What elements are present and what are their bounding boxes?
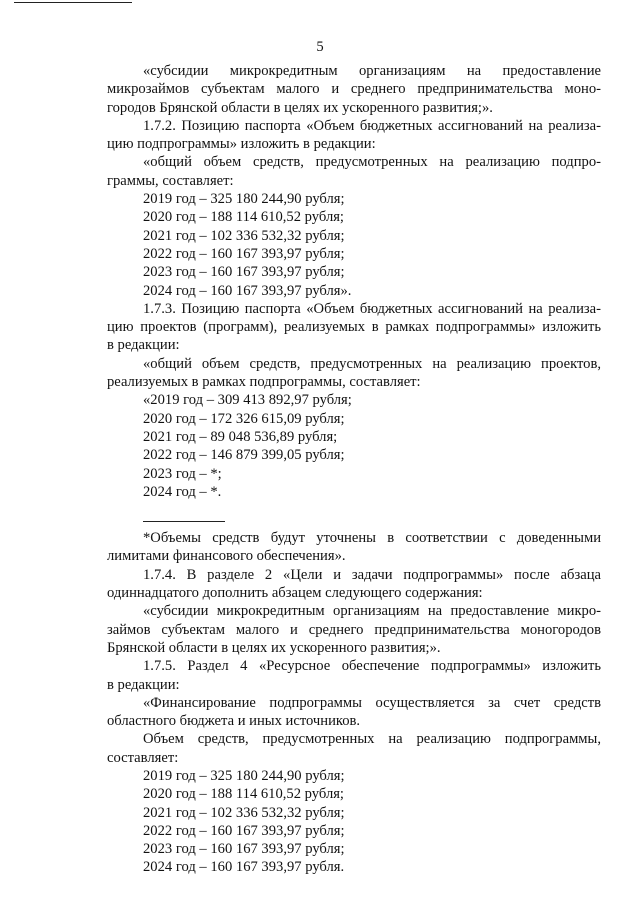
text-line: микрозаймов субъектам малого и среднего предпринимательства моно- (107, 81, 601, 98)
year-line: 2020 год – 188 114 610,52 рубля; (143, 209, 344, 226)
footnote-rule (107, 517, 601, 529)
year-line: 2020 год – 188 114 610,52 рубля; (143, 786, 344, 803)
text-line: в редакции: (107, 337, 180, 354)
text-line: «общий объем средств, предусмотренных на реализацию проектов, (143, 355, 601, 372)
text-line: займов субъектам малого и среднего предпринимательства моногородов (107, 621, 601, 638)
text-line: составляет: (107, 749, 179, 766)
text-line: цию проектов (программ), реализуемых в рамках подпрограммы» изложить (107, 319, 601, 336)
text-line: Брянской области в целях их ускоренного развития;». (107, 639, 441, 656)
text-line: «субсидии микрокредитным организациям на предоставление микро- (143, 603, 601, 620)
document-body (107, 62, 601, 877)
year-line: 2020 год – 172 326 615,09 рубля; (143, 410, 345, 427)
text-line: Объем средств, предусмотренных на реализацию подпрограммы, (143, 731, 601, 748)
year-line: 2019 год – 325 180 244,90 рубля; (143, 191, 345, 208)
text-line: одиннадцатого дополнить абзацем следующего содержания: (107, 585, 483, 602)
text-line: городов Брянской области в целях их ускоренного развития;». (107, 99, 493, 116)
year-line: 2022 год – 160 167 393,97 рубля; (143, 822, 345, 839)
text-line: 1.7.3. Позицию паспорта «Объем бюджетных ассигнований на реализа- (143, 300, 601, 317)
year-line: 2022 год – 146 879 399,05 рубля; (143, 447, 345, 464)
spacer (107, 501, 601, 517)
year-line: 2021 год – 89 048 536,89 рубля; (143, 428, 338, 445)
text-line: реализуемых в рамках подпрограммы, составляет: (107, 374, 421, 391)
text-line: 1.7.2. Позицию паспорта «Объем бюджетных ассигнований на реализа- (143, 117, 601, 134)
year-line: 2023 год – *; (143, 465, 222, 482)
year-line: 2023 год – 160 167 393,97 рубля; (143, 264, 345, 281)
year-line: 2024 год – 160 167 393,97 рубля». (143, 282, 352, 299)
footnote-line: *Объемы средств будут уточнены в соответствии с доведенными (143, 530, 601, 547)
year-line: 2019 год – 325 180 244,90 рубля; (143, 767, 345, 784)
year-line: «2019 год – 309 413 892,97 рубля; (143, 392, 352, 409)
text-line: цию подпрограммы» изложить в редакции: (107, 136, 376, 153)
year-line: 2022 год – 160 167 393,97 рубля; (143, 245, 345, 262)
year-line: 2023 год – 160 167 393,97 рубля; (143, 841, 345, 858)
top-rule (14, 2, 132, 3)
text-line: в редакции: (107, 676, 180, 693)
text-line: областного бюджета и иных источников. (107, 713, 361, 730)
text-line: 1.7.5. Раздел 4 «Ресурсное обеспечение подпрограммы» изложить (143, 658, 601, 675)
page-number: 5 (316, 39, 324, 55)
text-line: «Финансирование подпрограммы осуществляется за счет средств (143, 694, 601, 711)
year-line: 2024 год – *. (143, 483, 222, 500)
year-line: 2021 год – 102 336 532,32 рубля; (143, 227, 345, 244)
text-line: граммы, составляет: (107, 172, 234, 189)
text-line: 1.7.4. В разделе 2 «Цели и задачи подпрограммы» после абзаца (143, 566, 601, 583)
text-line: «субсидии микрокредитным организациям на предоставление (143, 63, 601, 79)
text-line: «общий объем средств, предусмотренных на реализацию подпро- (143, 154, 601, 171)
year-line: 2024 год – 160 167 393,97 рубля. (143, 859, 345, 876)
year-line: 2021 год – 102 336 532,32 рубля; (143, 804, 345, 821)
footnote-line: лимитами финансового обеспечения». (107, 548, 346, 565)
